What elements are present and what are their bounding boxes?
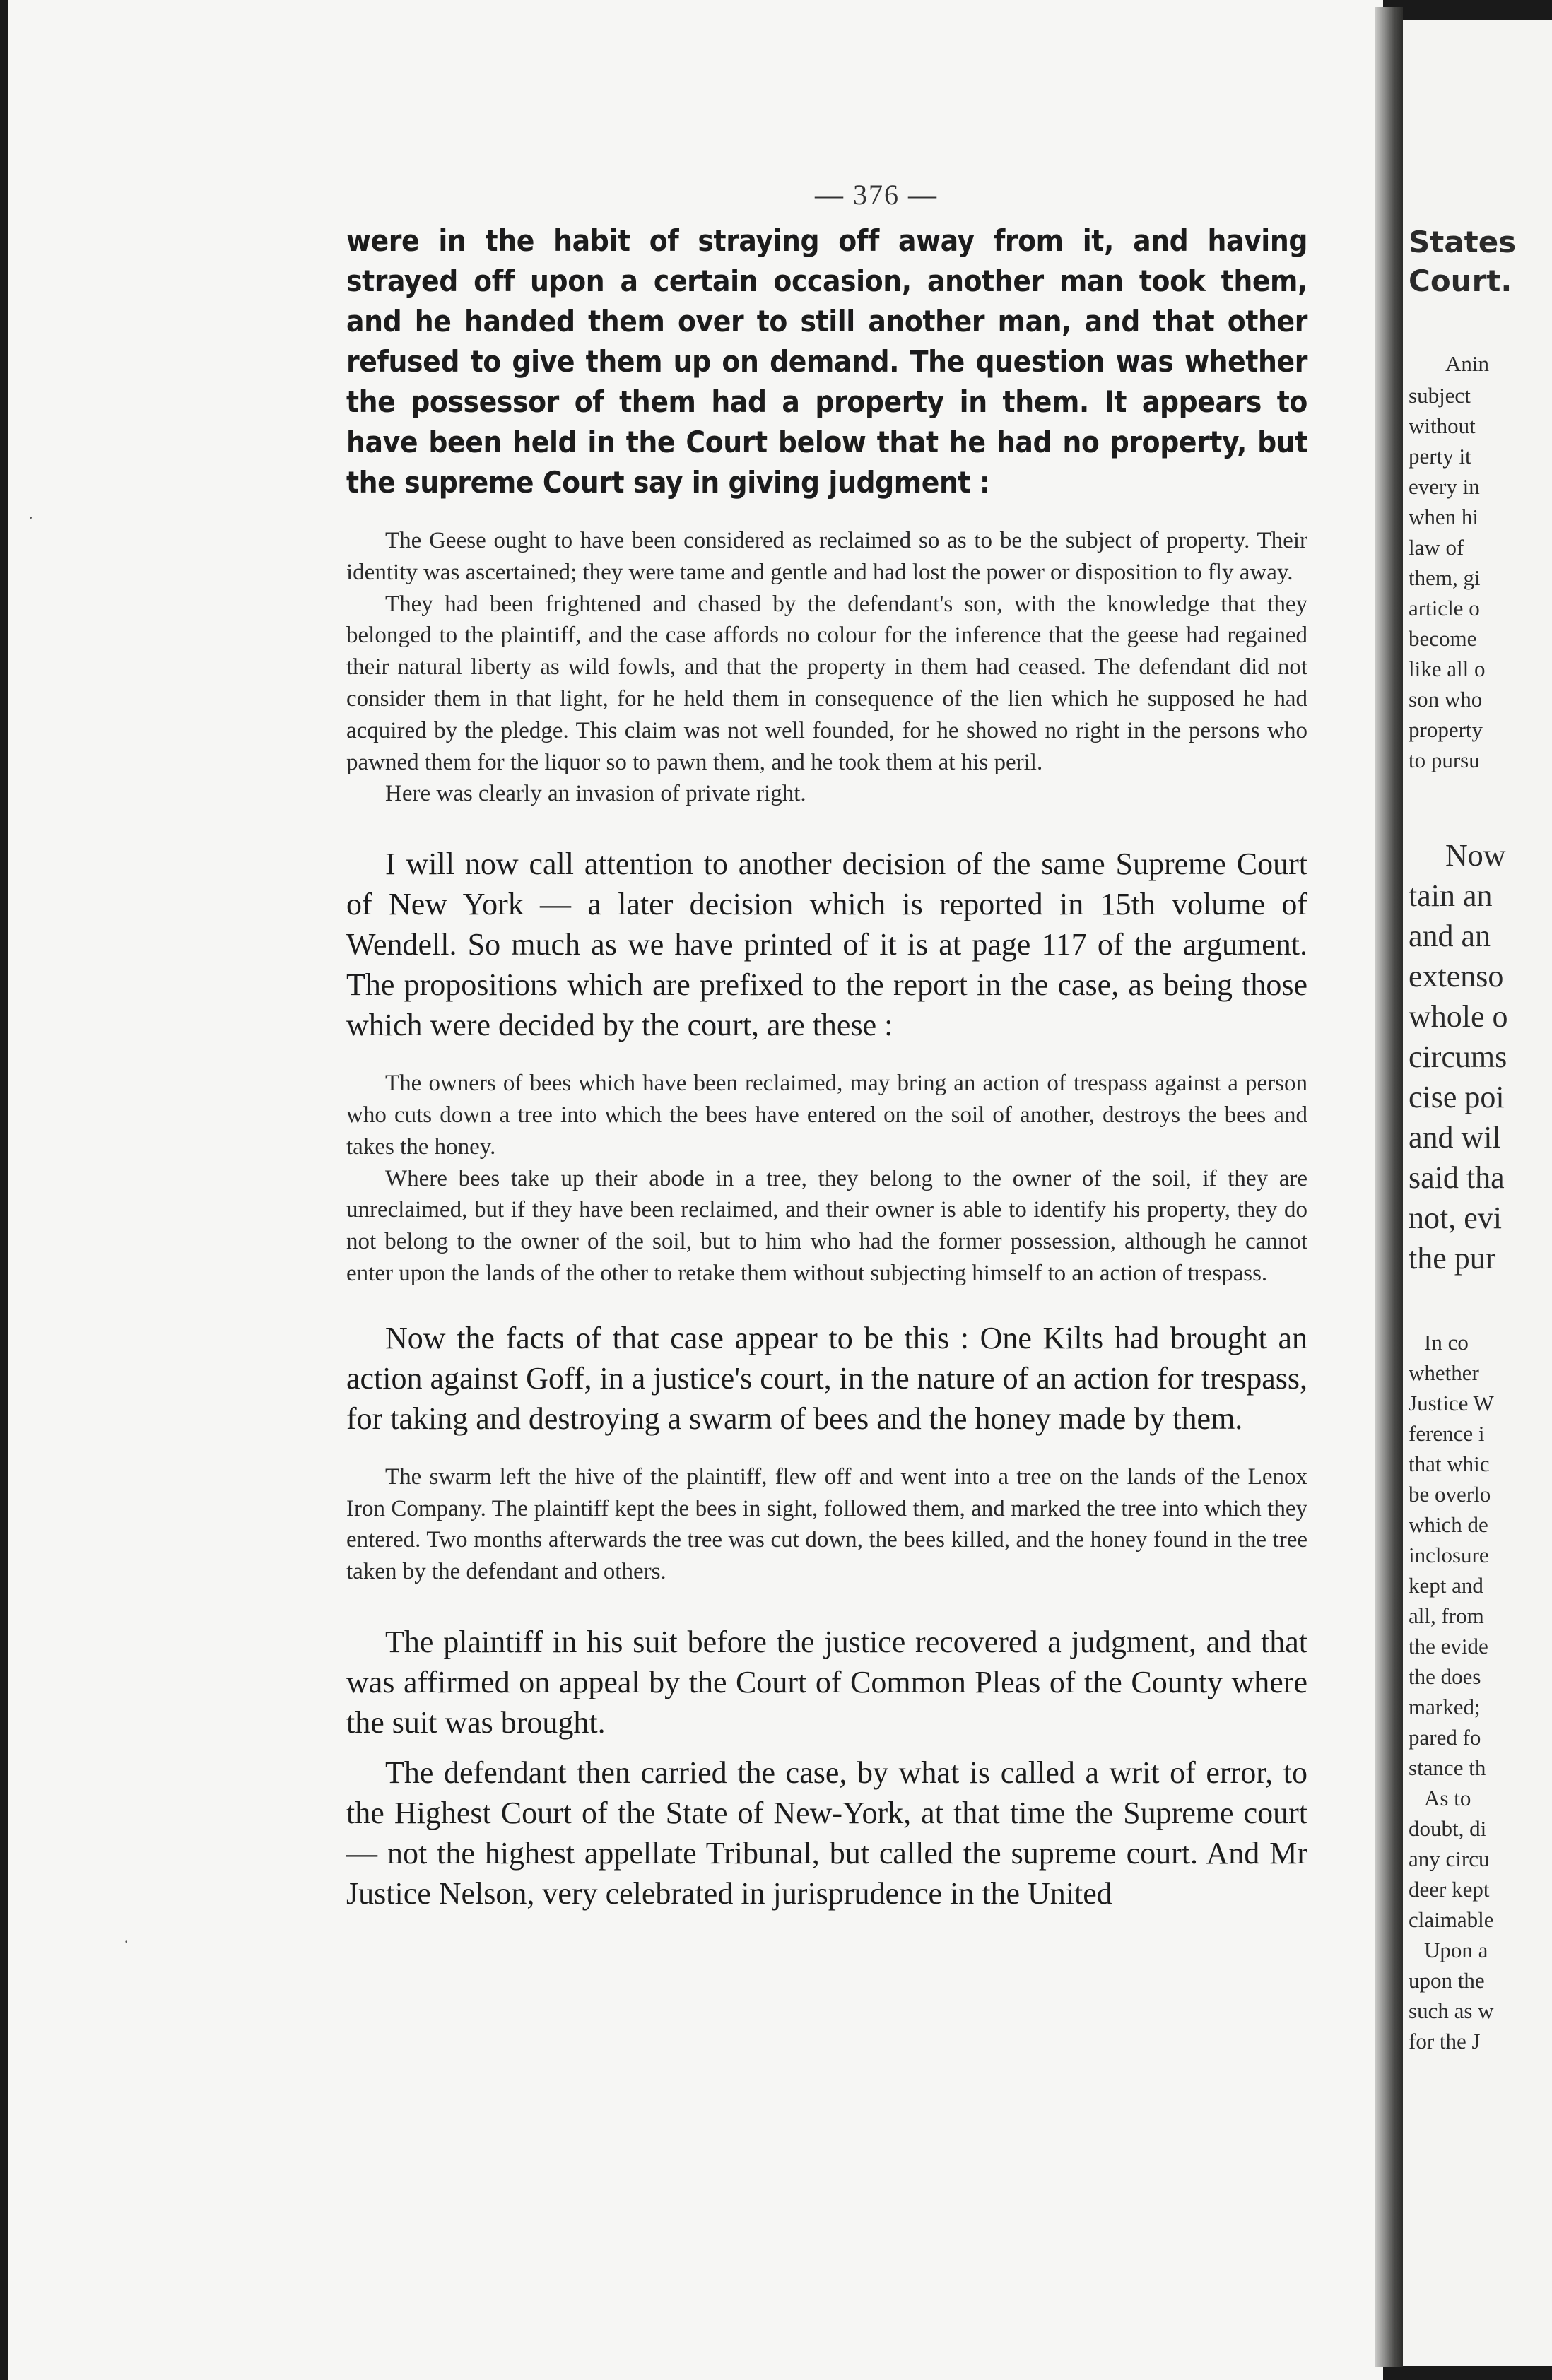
right-page-text-fragment: said tha [1409, 1160, 1505, 1195]
right-page-text-fragment: become [1409, 626, 1477, 651]
right-page-text-fragment: deer kept [1409, 1877, 1490, 1902]
right-page-text-fragment: son who [1409, 687, 1483, 712]
quote-bees [346, 1068, 1307, 1290]
right-page-text-fragment: Upon a [1424, 1938, 1488, 1962]
right-page-text-fragment: tain an [1409, 878, 1493, 913]
right-page-text-fragment: like all o [1409, 656, 1486, 681]
speck-mark: · [124, 1933, 129, 1950]
right-page-edge [1403, 20, 1552, 2366]
right-page-text-fragment: Justice W [1409, 1391, 1494, 1415]
right-page-text-fragment: cise poi [1409, 1080, 1505, 1114]
right-page-text-fragment: pared fo [1409, 1725, 1481, 1750]
right-page-text-fragment: whether [1409, 1360, 1479, 1385]
right-page-text-fragment: Court. [1409, 264, 1512, 298]
quote-paragraph: They had been frightened and chased by the defendant's son, with the knowledge that they belonged to the plaintiff, and the case affords no colour for the inference that the geese had regained their natural liberty as wild fowls, and that the property in them had ceased. The defendant did not consider them in that light, for he held them in consequence of the lien which he supposed he had acquired by the pledge. This claim was not well founded, for he showed no right in the persons who pawned them for the liquor so to pawn them, and he took them at his peril. [346, 591, 1307, 775]
book-gutter [1375, 7, 1403, 2367]
right-page-text-fragment: inclosure [1409, 1543, 1489, 1567]
right-page-text-fragment: without [1409, 413, 1476, 438]
paragraph-4: The plaintiff in his suit before the justice recovered a judgment, and that was affirmed on appeal by the Court of Common Pleas of the County where the suit was brought. [346, 1624, 1307, 1740]
right-page-text-fragment: any circu [1409, 1846, 1490, 1871]
paragraph-3: Now the facts of that case appear to be this : One Kilts had brought an action against Goff, in a justice's court, in the nature of an action for trespass, for taking and destroying a swarm of bees and the honey made by them. [346, 1320, 1307, 1436]
left-page-content [346, 220, 1307, 1914]
quote-paragraph: The Geese ought to have been considered as reclaimed so as to be the subject of property. Their identity was ascertained; they were tame and gentle and had lost the power or disposition to fly away. [346, 528, 1307, 585]
right-page-text-fragment: As to [1424, 1786, 1471, 1810]
right-page-text-fragment: In co [1424, 1330, 1469, 1355]
right-page-text-fragment: be overlo [1409, 1482, 1491, 1507]
paragraph-1: were in the habit of straying off away from it, and having strayed off upon a certain occasion, another man took them, and he handed them over to still another man, and that other refused to give them up on demand. The question was whether the possessor of them had a property in them. It appears to have been held in the Court below that he had no property, but the supreme Court say in giving judgment : [346, 223, 1307, 500]
speck-mark: · [28, 509, 34, 526]
right-page-text-fragment: and an [1409, 919, 1491, 953]
right-page-text-fragment: whole o [1409, 999, 1508, 1034]
right-page-text-fragment: States [1409, 225, 1517, 259]
right-page-text-fragment: which de [1409, 1512, 1488, 1537]
quote-paragraph: Where bees take up their abode in a tree, they belong to the owner of the soil, if they are unreclaimed, but if they have been reclaimed, and their owner is able to identify his property, they do not belong to the owner of the soil, but to him who had the former possession, although he cannot enter upon the lands of the other to retake them without subjecting himself to an action of trespass. [346, 1165, 1307, 1286]
quote-paragraph: The owners of bees which have been reclaimed, may bring an action of trespass against a person who cuts down a tree into which the bees have entered on the soil of another, destroys the bees and takes the honey. [346, 1071, 1307, 1160]
right-page-text-fragment: when hi [1409, 505, 1479, 529]
right-page-text-fragment: all, from [1409, 1603, 1484, 1628]
page-number: — 376 — [815, 179, 938, 211]
right-page-text-fragment: that whic [1409, 1451, 1490, 1476]
right-page-text-fragment: kept and [1409, 1573, 1483, 1598]
right-page-text-fragment: the does [1409, 1664, 1481, 1689]
right-page-text-fragment: upon the [1409, 1968, 1485, 1993]
right-page-text-fragment: Anin [1445, 351, 1489, 376]
right-page-text-fragment: for the J [1409, 2029, 1481, 2054]
right-page-text-fragment: ference i [1409, 1421, 1485, 1446]
paragraph-2: I will now call attention to another decision of the same Supreme Court of New York — a later decision which is reported in 15th volume of Wendell. So much as we have printed of it is at page 117 of the argument. The propositions which are prefixed to the report in the case, as being those which were decided by the court, are these : [346, 847, 1307, 1043]
right-page-text-fragment: property [1409, 717, 1483, 742]
quote-paragraph: Here was clearly an invasion of private right. [385, 781, 806, 807]
right-page-text-fragment: claimable [1409, 1907, 1494, 1932]
right-page-text-fragment: to pursu [1409, 748, 1480, 772]
right-page-text-fragment: subject [1409, 383, 1471, 408]
right-page-text-fragment: them, gi [1409, 565, 1481, 590]
paragraph-5: The defendant then carried the case, by what is called a writ of error, to the Highest Court of the State of New-York, at that time the Supreme court — not the highest appellate Tribunal, but called the supreme court. And Mr Justice Nelson, very celebrated in jurisprudence in the United [346, 1755, 1307, 1911]
right-page-text-fragment: the pur [1409, 1241, 1496, 1276]
right-page-text-fragment: the evide [1409, 1634, 1488, 1659]
right-page-text-fragment: stance th [1409, 1755, 1486, 1780]
right-page-text-fragment: doubt, di [1409, 1816, 1487, 1841]
right-page-text-fragment: law of [1409, 535, 1464, 560]
right-page-text-fragment: and wil [1409, 1120, 1501, 1155]
right-page-text-fragment: perty it [1409, 444, 1471, 469]
right-page-text-fragment: extenso [1409, 959, 1504, 994]
right-page-text-fragment: every in [1409, 474, 1480, 499]
right-page-text-fragment: article o [1409, 596, 1480, 620]
right-page-text-fragment: circums [1409, 1039, 1507, 1074]
quote-swarm: The swarm left the hive of the plaintiff, flew off and went into a tree on the lands of the Lenox Iron Company. The plaintiff kept the bees in sight, followed them, and marked the tree into which they entered. Two months afterwards the tree was cut down, the bees killed, and the honey found in the tree taken by the defendant and others. [346, 1463, 1307, 1585]
quote-geese [346, 525, 1307, 810]
right-page-text-fragment: such as w [1409, 1998, 1494, 2023]
right-page-text-fragment: marked; [1409, 1695, 1481, 1719]
right-page-text-fragment: Now [1445, 838, 1506, 873]
right-page-text-fragment: not, evi [1409, 1201, 1502, 1235]
